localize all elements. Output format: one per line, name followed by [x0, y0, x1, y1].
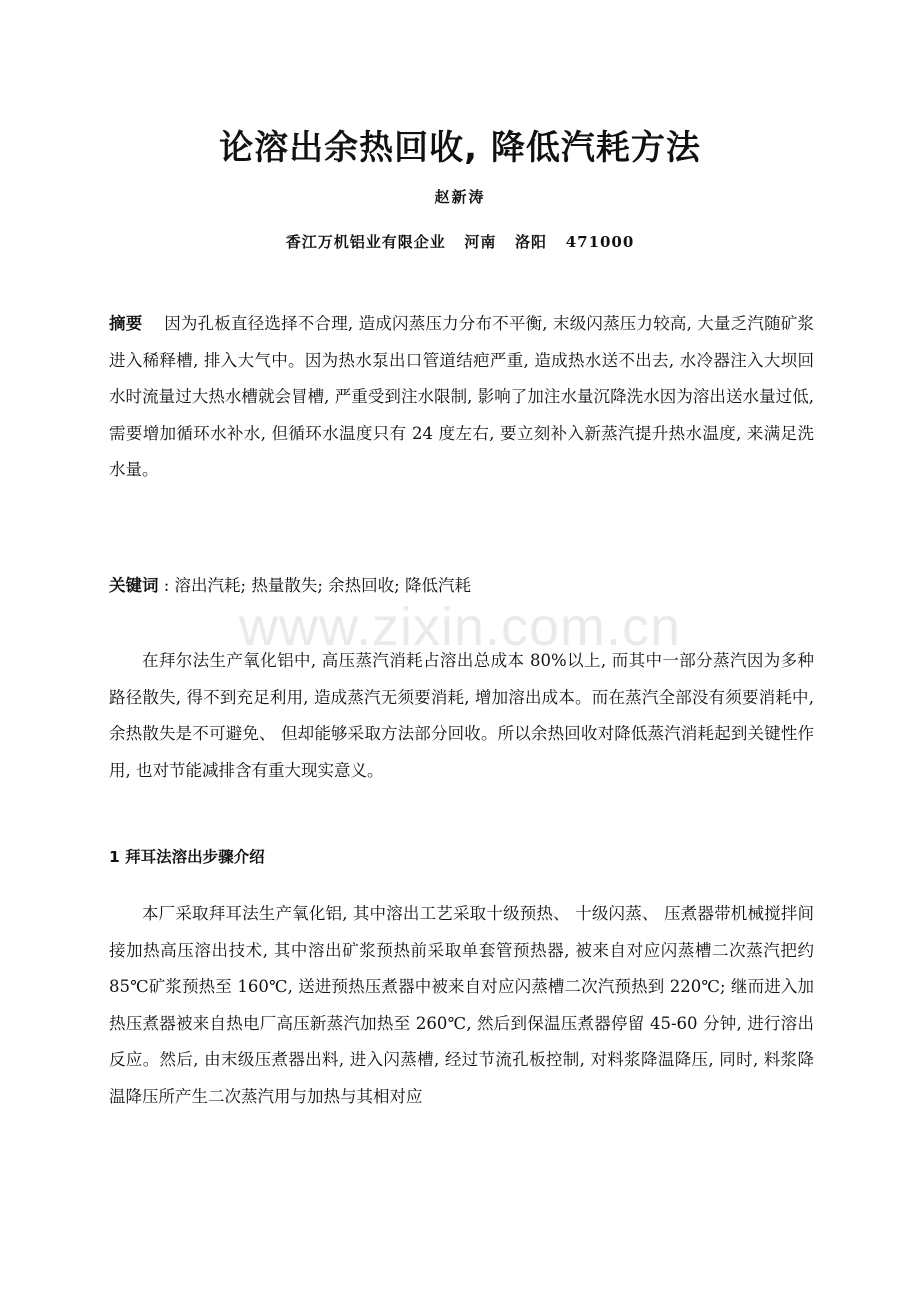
keywords-text: : 溶出汽耗; 热量散失; 余热回收; 降低汽耗	[158, 576, 471, 595]
watermark: www.zixin.com.cn	[238, 597, 682, 657]
abstract-text: 因为孔板直径选择不合理, 造成闪蒸压力分布不平衡, 末级闪蒸压力较高, 大量乏汽随矿浆进入稀释槽, 排入大气中。因为热水泵出口管道结疤严重, 造成热水送不出去, 水冷器注入大坝回水时流量过大热水槽就会冒槽, 严重受到注水限制, 影响了加注水量沉降洗水因为溶出送水量过低, 需要增加循环水补水, 但循环水温度只有 24 度左右, 要立刻补入新蒸汽提升热水温度, 来满足洗水量。	[109, 314, 814, 479]
keywords-paragraph	[109, 568, 814, 605]
section-body-paragraph: 本厂采取拜耳法生产氧化铝, 其中溶出工艺采取十级预热、 十级闪蒸、 压煮器带机械搅拌间接加热高压溶出技术, 其中溶出矿浆预热前采取单套管预热器, 被来自对应闪蒸槽二次蒸汽把约 85℃矿浆预热至 160℃, 送进预热压煮器中被来自对应闪蒸槽二次汽预热到 220℃; 继而进入加热压煮器被来自热电厂高压新蒸汽加热至 260℃, 然后到保温压煮器停留 45-60 分钟, 进行溶出反应。然后, 由末级压煮器出料, 进入闪蒸槽, 经过节流孔板控制, 对料浆降温降压, 同时, 料浆降温降压所产生二次蒸汽用与加热与其相对应	[109, 904, 814, 1106]
author-name: 赵新涛	[434, 188, 486, 206]
author-affiliation: 香江万机铝业有限企业 河南 洛阳 471000	[285, 233, 635, 251]
section-heading: 1 拜耳法溶出步骤介绍	[109, 848, 265, 866]
abstract-paragraph	[109, 306, 814, 489]
document-title: 论溶出余热回收, 降低汽耗方法	[219, 128, 701, 168]
abstract-label: 摘要	[109, 314, 143, 333]
intro-paragraph: 在拜尔法生产氧化铝中, 高压蒸汽消耗占溶出总成本 80%以上, 而其中一部分蒸汽因为多种路径散失, 得不到充足利用, 造成蒸汽无须要消耗, 增加溶出成本。而在蒸汽全部没有须要消耗中, 余热散失是不可避免、 但却能够采取方法部分回收。所以余热回收对降低蒸汽消耗起到关键性作用, 也对节能减排含有重大现实意义。	[109, 651, 814, 780]
keywords-label: 关键词	[109, 576, 159, 595]
